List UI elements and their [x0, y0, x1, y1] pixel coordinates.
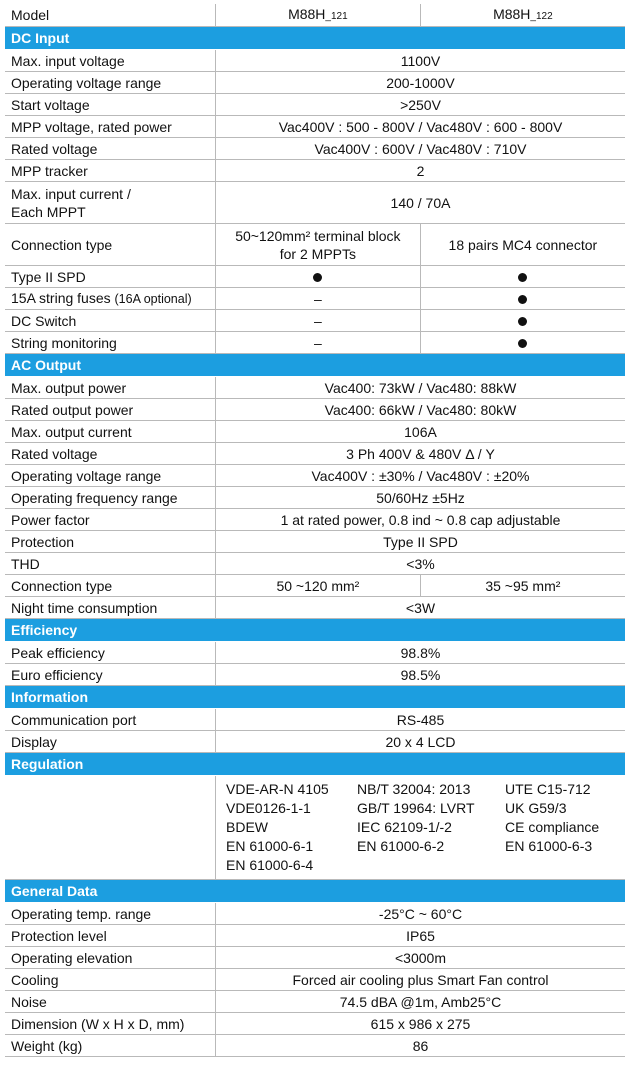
- included-dot-icon: [518, 339, 527, 348]
- spec-label: Rated voltage: [5, 443, 216, 465]
- spec-label: Max. output current: [5, 421, 216, 443]
- label-text: 15A string fuses: [11, 290, 111, 306]
- spec-row: [5, 509, 625, 531]
- regulation-item: CE compliance: [505, 819, 600, 835]
- spec-value-model2: 18 pairs MC4 connector: [420, 224, 625, 266]
- spec-label: Connection type: [5, 575, 216, 597]
- spec-row: [5, 903, 625, 925]
- regulation-item: EN 61000-6-4: [226, 857, 314, 873]
- spec-value: <3000m: [216, 947, 626, 969]
- spec-row: [5, 925, 625, 947]
- spec-label: Operating voltage range: [5, 465, 216, 487]
- spec-value: 98.5%: [216, 664, 626, 686]
- spec-label: Protection: [5, 531, 216, 553]
- included-dot-icon: [313, 273, 322, 282]
- spec-value: -25°C ~ 60°C: [216, 903, 626, 925]
- spec-row: [5, 94, 625, 116]
- section-general-data: [5, 880, 625, 903]
- regulation-item: EN 61000-6-2: [357, 838, 445, 854]
- spec-label: Operating frequency range: [5, 487, 216, 509]
- model2-name: M88H: [493, 5, 531, 22]
- regulation-list-cell: [216, 776, 626, 880]
- spec-value-model2: [420, 332, 625, 354]
- spec-value: 200-1000V: [216, 72, 626, 94]
- section-title: AC Output: [5, 354, 625, 377]
- spec-value: Vac400V : 600V / Vac480V : 710V: [216, 138, 626, 160]
- spec-label: Type II SPD: [5, 266, 216, 288]
- spec-value: 86: [216, 1035, 626, 1057]
- spec-value: 50/60Hz ±5Hz: [216, 487, 626, 509]
- section-title: Information: [5, 686, 625, 709]
- spec-row: [5, 1013, 625, 1035]
- spec-value-model2: [420, 288, 625, 310]
- model-header-row: [5, 4, 625, 27]
- spec-row: [5, 72, 625, 94]
- model-label: Model: [5, 4, 216, 27]
- spec-label: Rated output power: [5, 399, 216, 421]
- spec-row: [5, 310, 625, 332]
- spec-row: [5, 642, 625, 664]
- model-m88h-121: [216, 4, 421, 27]
- spec-label: Rated voltage: [5, 138, 216, 160]
- spec-value: Vac400V : ±30% / Vac480V : ±20%: [216, 465, 626, 487]
- label-line: Max. input current /: [11, 185, 131, 202]
- spec-label: DC Switch: [5, 310, 216, 332]
- spec-row: [5, 288, 625, 310]
- spec-row: [5, 1035, 625, 1057]
- regulation-list: [216, 776, 625, 879]
- spec-label: Weight (kg): [5, 1035, 216, 1057]
- spec-row: [5, 575, 625, 597]
- label-line: Each MPPT: [11, 203, 86, 220]
- regulation-item: VDE0126-1-1: [226, 800, 311, 816]
- spec-value: IP65: [216, 925, 626, 947]
- spec-label: Operating elevation: [5, 947, 216, 969]
- spec-value: 106A: [216, 421, 626, 443]
- model-m88h-122: [420, 4, 625, 27]
- spec-label: MPP voltage, rated power: [5, 116, 216, 138]
- section-ac-output: [5, 354, 625, 377]
- spec-row: [5, 266, 625, 288]
- spec-row: [5, 421, 625, 443]
- included-dot-icon: [518, 273, 527, 282]
- spec-row: [5, 332, 625, 354]
- spec-label: [5, 182, 216, 224]
- section-title: DC Input: [5, 27, 625, 50]
- spec-row: [5, 597, 625, 619]
- spec-row: [5, 664, 625, 686]
- spec-label: Night time consumption: [5, 597, 216, 619]
- spec-value: Vac400V : 500 - 800V / Vac480V : 600 - 800V: [216, 116, 626, 138]
- spec-value: 1100V: [216, 50, 626, 72]
- regulation-item: VDE-AR-N 4105: [226, 781, 329, 797]
- spec-row: [5, 991, 625, 1013]
- regulation-item: UK G59/3: [505, 800, 567, 816]
- regulation-item: UTE C15-712: [505, 781, 591, 797]
- value-line: 50~120mm² terminal block: [235, 227, 401, 244]
- spec-row: [5, 465, 625, 487]
- regulation-item: BDEW: [226, 819, 268, 835]
- spec-value-model1: 50 ~120 mm²: [216, 575, 421, 597]
- spec-value: 1 at rated power, 0.8 ind ~ 0.8 cap adjustable: [216, 509, 626, 531]
- spec-row: [5, 116, 625, 138]
- spec-value: 3 Ph 400V & 480V Δ / Y: [216, 443, 626, 465]
- section-title: Efficiency: [5, 619, 625, 642]
- regulation-item: EN 61000-6-3: [505, 838, 593, 854]
- spec-label: Cooling: [5, 969, 216, 991]
- spec-row: [5, 138, 625, 160]
- section-title: Regulation: [5, 753, 625, 776]
- label-note: (16A optional): [114, 292, 192, 306]
- spec-row: [5, 182, 625, 224]
- spec-label: Max. input voltage: [5, 50, 216, 72]
- spec-row: [5, 399, 625, 421]
- spec-value: Type II SPD: [216, 531, 626, 553]
- model2-suffix: _122: [530, 10, 553, 22]
- spec-value: <3W: [216, 597, 626, 619]
- spec-label: THD: [5, 553, 216, 575]
- spec-value: Vac400: 66kW / Vac480: 80kW: [216, 399, 626, 421]
- regulation-item: NB/T 32004: 2013: [357, 781, 471, 797]
- spec-row: [5, 50, 625, 72]
- section-efficiency: [5, 619, 625, 642]
- regulation-label-cell: [5, 776, 216, 880]
- spec-value-model2: 35 ~95 mm²: [420, 575, 625, 597]
- spec-value: 2: [216, 160, 626, 182]
- spec-value-model1: [216, 266, 421, 288]
- spec-row: [5, 224, 625, 266]
- spec-value-model1: –: [216, 310, 421, 332]
- spec-label: [5, 288, 216, 310]
- section-dc-input: [5, 27, 625, 50]
- included-dot-icon: [518, 317, 527, 326]
- spec-value: Forced air cooling plus Smart Fan control: [216, 969, 626, 991]
- spec-label: Operating voltage range: [5, 72, 216, 94]
- model1-name: M88H: [288, 5, 326, 22]
- spec-row: [5, 969, 625, 991]
- section-regulation: [5, 753, 625, 776]
- spec-value: Vac400: 73kW / Vac480: 88kW: [216, 377, 626, 399]
- spec-label: Power factor: [5, 509, 216, 531]
- spec-row: [5, 443, 625, 465]
- section-title: General Data: [5, 880, 625, 903]
- spec-value: <3%: [216, 553, 626, 575]
- section-information: [5, 686, 625, 709]
- spec-row: [5, 160, 625, 182]
- spec-label: Display: [5, 731, 216, 753]
- spec-sheet: [5, 4, 625, 1057]
- spec-row: [5, 553, 625, 575]
- spec-value-model2: [420, 266, 625, 288]
- spec-value: 74.5 dBA @1m, Amb25°C: [216, 991, 626, 1013]
- spec-label: Max. output power: [5, 377, 216, 399]
- spec-row: [5, 531, 625, 553]
- spec-label: Communication port: [5, 709, 216, 731]
- spec-label: Dimension (W x H x D, mm): [5, 1013, 216, 1035]
- spec-table: [5, 4, 625, 1057]
- spec-label: String monitoring: [5, 332, 216, 354]
- spec-value-model1: –: [216, 332, 421, 354]
- spec-label: Euro efficiency: [5, 664, 216, 686]
- spec-value: 98.8%: [216, 642, 626, 664]
- spec-value: 140 / 70A: [216, 182, 626, 224]
- value-line: for 2 MPPTs: [279, 245, 356, 262]
- spec-value: 20 x 4 LCD: [216, 731, 626, 753]
- spec-row: [5, 709, 625, 731]
- spec-label: Operating temp. range: [5, 903, 216, 925]
- spec-row: [5, 487, 625, 509]
- spec-row: [5, 947, 625, 969]
- spec-row: [5, 731, 625, 753]
- spec-value-model1: –: [216, 288, 421, 310]
- spec-label: MPP tracker: [5, 160, 216, 182]
- regulation-row: [5, 776, 625, 880]
- regulation-item: EN 61000-6-1: [226, 838, 314, 854]
- spec-label: Connection type: [5, 224, 216, 266]
- spec-label: Noise: [5, 991, 216, 1013]
- model1-suffix: _121: [325, 10, 348, 22]
- spec-value: 615 x 986 x 275: [216, 1013, 626, 1035]
- spec-value-model2: [420, 310, 625, 332]
- included-dot-icon: [518, 295, 527, 304]
- spec-label: Start voltage: [5, 94, 216, 116]
- spec-label: Peak efficiency: [5, 642, 216, 664]
- spec-row: [5, 377, 625, 399]
- spec-value: RS-485: [216, 709, 626, 731]
- spec-label: Protection level: [5, 925, 216, 947]
- spec-value-model1: [216, 224, 421, 266]
- regulation-item: IEC 62109-1/-2: [357, 819, 452, 835]
- spec-value: >250V: [216, 94, 626, 116]
- regulation-item: GB/T 19964: LVRT: [357, 800, 475, 816]
